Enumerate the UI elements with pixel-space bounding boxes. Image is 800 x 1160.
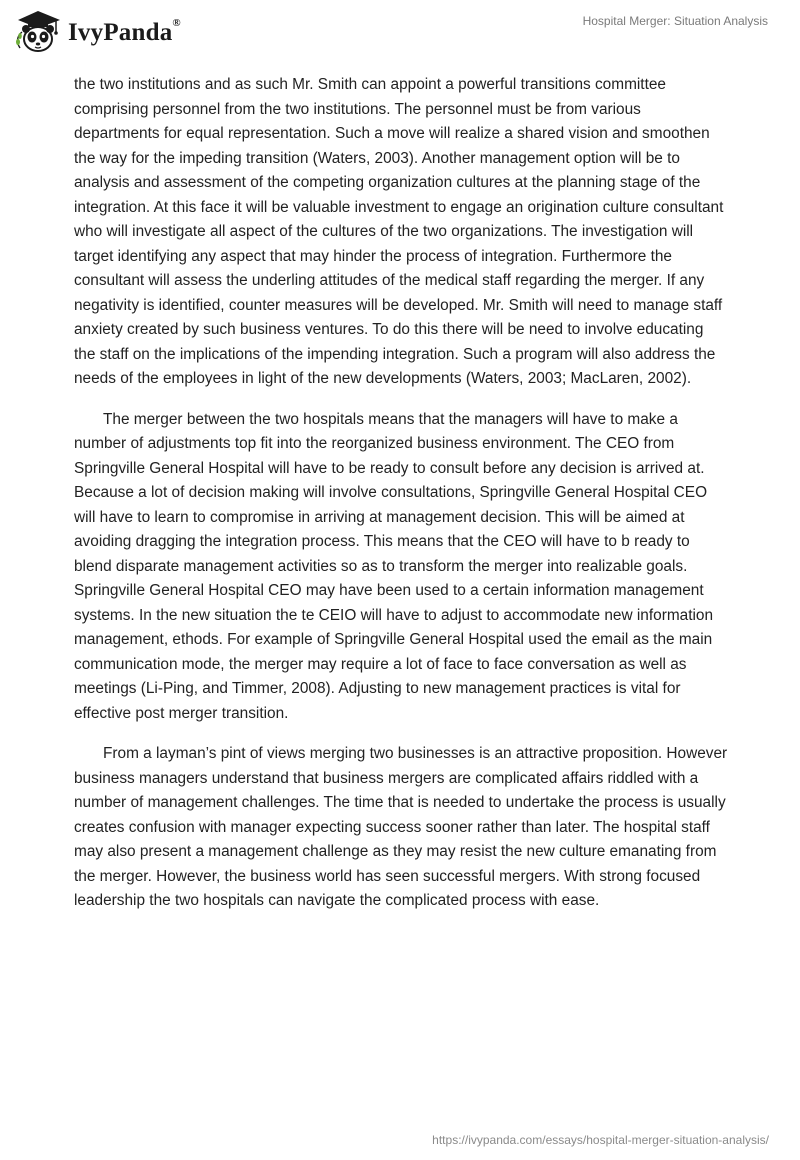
page-header [0,0,800,70]
source-url[interactable]: https://ivypanda.com/essays/hospital-merger-situation-analysis/ [432,1133,769,1147]
paragraph: From a layman’s pint of views merging two businesses is an attractive proposition. However business managers understand that business mergers are complicated affairs riddled with a number of management challenges. The time that is needed to undertake the process is usually creates confusion with manager expecting success sooner rather than later. The hospital staff may also present a management challenge as they may resist the new culture emanating from the merger. However, the business world has seen successful mergers. With strong focused leadership the two hospitals can navigate the complicated process with ease. [74,745,728,909]
panda-graduate-icon [14,8,62,54]
brand-name: IvyPanda® [68,17,181,46]
ivypanda-logo[interactable] [14,8,181,54]
paragraph: The merger between the two hospitals means that the managers will have to make a number of adjustments top fit into the reorganized business environment. The CEO from Springville General Hospital will have to be ready to consult before any decision is arrived at. Because a lot of decision making will involve consultations, Springville General Hospital CEO will have to learn to compromise in arriving at management decision. This will be aimed at avoiding dragging the integration process. This means that the CEO will have to b ready to blend disparate management activities so as to transform the merger into realizable goals. Springville General Hospital CEO may have been used to a certain information management systems. In the new situation the te CEIO will have to adjust to accommodate new information management, ethods. For example of Springville General Hospital used the email as the main communication mode, the merger may require a lot of face to face conversation as well as meetings (Li-Ping, and Timmer, 2008). Adjusting to new management practices is vital for effective post merger transition. [74,410,714,722]
document-title: Hospital Merger: Situation Analysis [582,14,768,28]
essay-body [74,73,728,930]
paragraph: the two institutions and as such Mr. Smith can appoint a powerful transitions committee comprising personnel from the two institutions. The personnel must be from various departments for equal representation. Such a move will realize a shared vision and smoothen the way for the impeding transition (Waters, 2003). Another management option will be to analysis and assessment of the competing organization cultures at the planning stage of the integration. At this face it will be valuable investment to engage an origination culture consultant who will investigate all aspect of the cultures of the two organizations. The investigation will target identifying any aspect that may hinder the process of integration. Furthermore the consultant will assess the underling attitudes of the medical staff regarding the merger. If any negativity is identified, counter measures will be developed. Mr. Smith will need to manage staff anxiety created by such business ventures. To do this there will be need to involve educating the staff on the implications of the impending integration. Such a program will also address the needs of the employees in light of the new developments (Waters, 2003; MacLaren, 2002). [74,76,724,387]
